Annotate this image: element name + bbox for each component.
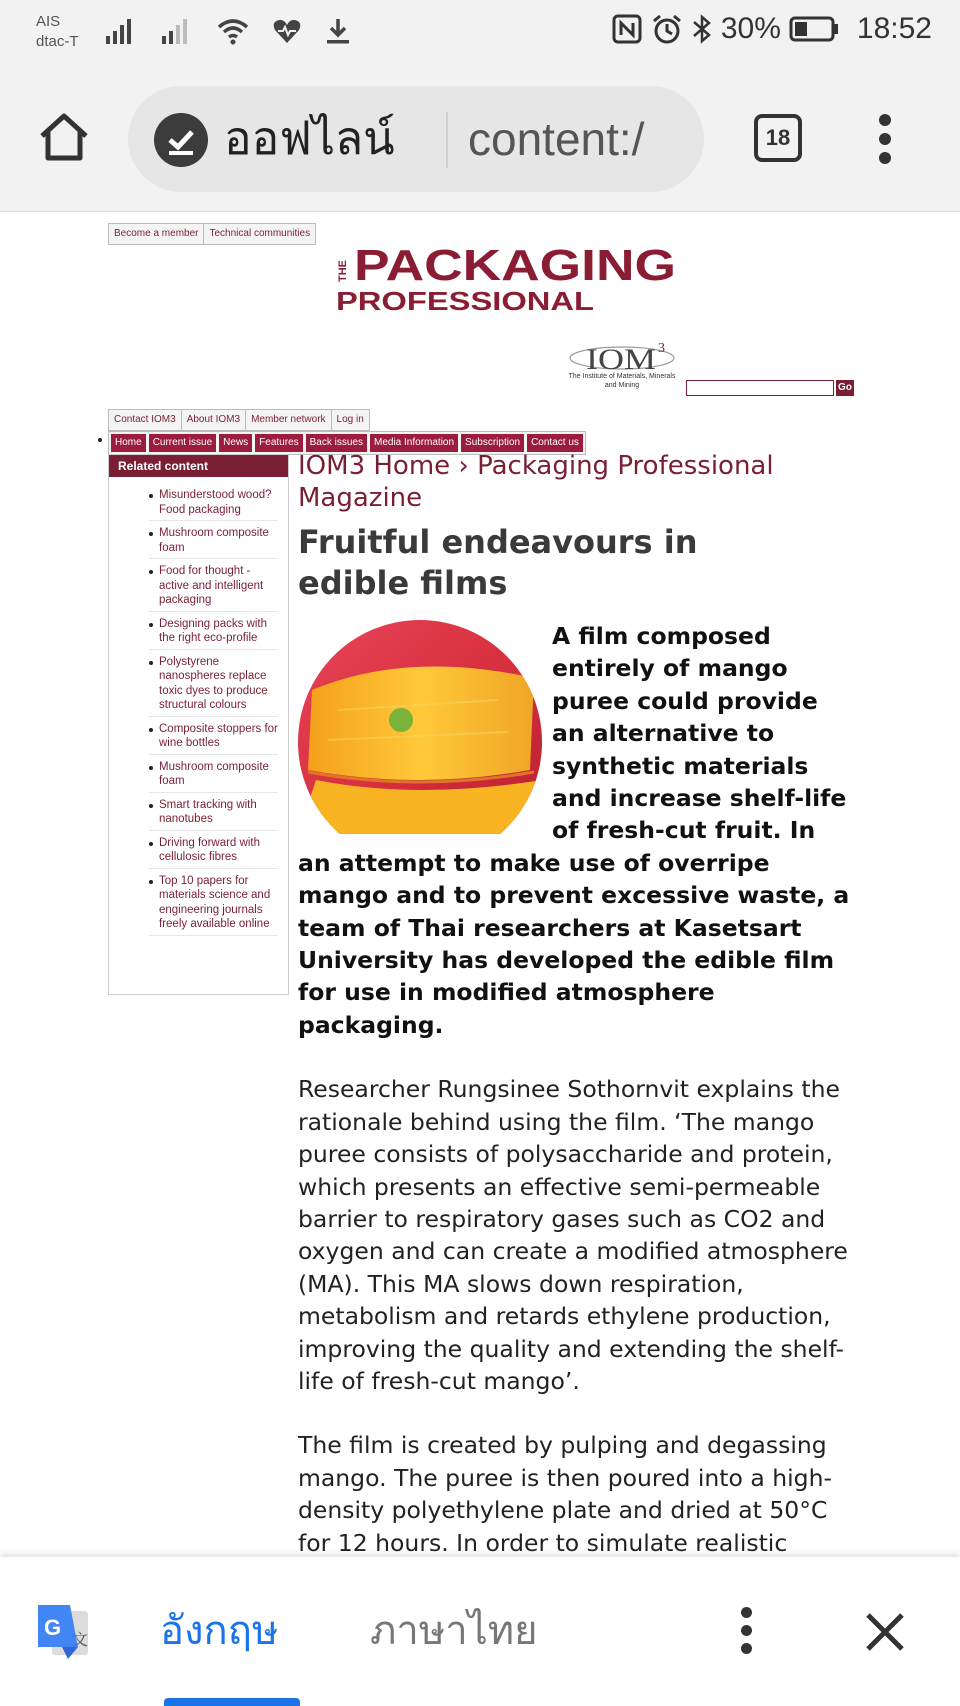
signal-2-icon bbox=[160, 16, 194, 46]
selected-tab-indicator bbox=[164, 1698, 300, 1706]
browser-toolbar bbox=[0, 66, 960, 212]
offline-check-icon bbox=[154, 113, 208, 167]
nav-contact-us[interactable]: Contact us bbox=[527, 434, 583, 452]
menu-dot-icon bbox=[741, 1607, 752, 1618]
carrier-label bbox=[36, 12, 79, 52]
article-paragraph: The film is created by pulping and degassing mango. The puree is then poured into a high-density polyethylene plate and dried at 50°C for 12 hours. In order to simulate realistic bbox=[298, 1431, 832, 1557]
related-item[interactable]: Designing packs with the right eco-profile bbox=[149, 616, 278, 650]
nav-features[interactable]: Features bbox=[255, 434, 302, 452]
site-search-input[interactable] bbox=[686, 380, 834, 396]
article-headline: Fruitful endeavours in edible films bbox=[298, 523, 698, 602]
packaging-professional-logo[interactable] bbox=[336, 236, 678, 316]
nav-bullet bbox=[98, 438, 102, 442]
related-item[interactable]: Driving forward with cellulosic fibres bbox=[149, 835, 278, 869]
wifi-icon bbox=[216, 16, 250, 46]
site-search-button[interactable]: Go bbox=[836, 380, 854, 396]
related-item[interactable]: Composite stoppers for wine bottles bbox=[149, 721, 278, 755]
heart-icon bbox=[272, 17, 302, 45]
signal-icon bbox=[104, 16, 138, 46]
tab-switcher-button[interactable]: 18 bbox=[754, 114, 802, 162]
nfc-icon bbox=[611, 13, 643, 45]
related-item[interactable]: Smart tracking with nanotubes bbox=[149, 797, 278, 831]
close-translate-button[interactable] bbox=[864, 1611, 906, 1653]
related-list bbox=[109, 477, 288, 936]
status-bar bbox=[0, 0, 960, 66]
close-icon bbox=[864, 1611, 906, 1653]
utility-links bbox=[108, 409, 370, 431]
logo-packaging: PACKAGING bbox=[354, 241, 676, 290]
member-network-link[interactable]: Member network bbox=[246, 410, 331, 430]
translate-menu-button[interactable] bbox=[738, 1607, 754, 1657]
offline-label: ออฟไลน์ bbox=[224, 111, 395, 165]
home-icon bbox=[36, 110, 92, 166]
breadcrumb[interactable]: IOM3 Home › Packaging Professional Magazine bbox=[298, 451, 774, 513]
status-icons-right bbox=[611, 12, 932, 46]
nav-media-information[interactable]: Media Information bbox=[370, 434, 458, 452]
alarm-icon bbox=[651, 13, 683, 45]
iom3-mark-icon bbox=[566, 338, 678, 372]
related-item[interactable]: Top 10 papers for materials science and engineering journals freely available online bbox=[149, 873, 278, 936]
nav-subscription[interactable]: Subscription bbox=[461, 434, 524, 452]
nav-current-issue[interactable]: Current issue bbox=[149, 434, 216, 452]
source-language-tab[interactable]: อังกฤษ bbox=[160, 1608, 279, 1654]
home-button[interactable] bbox=[36, 110, 92, 166]
target-language-tab[interactable]: ภาษาไทย bbox=[370, 1608, 538, 1654]
related-item[interactable]: Misunderstood wood? Food packaging bbox=[149, 487, 278, 521]
related-item[interactable]: Mushroom composite foam bbox=[149, 525, 278, 559]
menu-dot-icon bbox=[741, 1643, 752, 1654]
nav-home[interactable]: Home bbox=[111, 434, 146, 452]
article-lead: A film composed entirely of mango puree could provide an alternative to synthetic materials and increase shelf-life of fresh-cut fruit. In an attempt to make use of overripe mango and to prevent excessive waste, a team of Thai researchers at Kasetsart University has developed the edible film for use in modified atmosphere packaging. bbox=[298, 622, 850, 1039]
clock: 18:52 bbox=[856, 12, 932, 45]
logo-the: THE bbox=[337, 260, 349, 282]
address-divider bbox=[446, 112, 448, 168]
article-paragraph: Researcher Rungsinee Sothornvit explains the rationale behind using the film. ‘The mango puree consists of polysaccharide and protein, which presents an effective semi-permeable barrier to respiratory gases such as CO2 and oxygen and can create a modified atmosphere (MA). This MA slows down respiration, metabolism and retards ethylene production, improving the quality and extending the shelf-life of fresh-cut mango’. bbox=[298, 1075, 848, 1395]
svg-text:文: 文 bbox=[72, 1630, 89, 1649]
article-body bbox=[298, 620, 854, 1557]
iom3-subtitle: The Institute of Materials, Minerals and Mining bbox=[568, 373, 676, 389]
svg-text:G: G bbox=[44, 1615, 62, 1640]
nav-news[interactable]: News bbox=[219, 434, 252, 452]
technical-communities-link[interactable]: Technical communities bbox=[209, 228, 311, 239]
top-links bbox=[108, 223, 316, 245]
nav-back-issues[interactable]: Back issues bbox=[306, 434, 367, 452]
translate-bar bbox=[0, 1557, 960, 1706]
menu-dot-icon bbox=[879, 133, 891, 145]
battery-icon bbox=[789, 16, 839, 42]
menu-dot-icon bbox=[741, 1625, 752, 1636]
download-icon bbox=[324, 16, 352, 46]
iom3-logo[interactable] bbox=[566, 338, 678, 410]
battery-percent: 30% bbox=[720, 12, 781, 45]
url-text[interactable]: content:/ bbox=[468, 113, 645, 165]
iom3-text: IOM bbox=[586, 343, 656, 372]
iom3-sup: 3 bbox=[658, 341, 665, 356]
google-translate-icon[interactable] bbox=[34, 1601, 94, 1661]
browser-menu-button[interactable] bbox=[870, 114, 900, 166]
about-iom3-link[interactable]: About IOM3 bbox=[182, 410, 246, 430]
sidebar-heading: Related content bbox=[109, 455, 288, 477]
bluetooth-icon bbox=[691, 13, 713, 45]
menu-dot-icon bbox=[879, 114, 891, 126]
status-icons-left bbox=[104, 16, 352, 46]
related-item[interactable]: Polystyrene nanospheres replace toxic dyes to produce structural colours bbox=[149, 654, 278, 717]
web-page bbox=[0, 212, 960, 1557]
carrier-primary: AIS bbox=[36, 13, 61, 30]
address-bar[interactable] bbox=[128, 86, 704, 192]
logo-professional: PROFESSIONAL bbox=[336, 286, 595, 316]
become-member-link[interactable]: Become a member bbox=[109, 224, 204, 244]
contact-iom3-link[interactable]: Contact IOM3 bbox=[109, 410, 182, 430]
carrier-secondary: dtac-T bbox=[36, 33, 79, 50]
mango-photo bbox=[298, 620, 542, 834]
menu-dot-icon bbox=[879, 152, 891, 164]
related-content-sidebar bbox=[108, 454, 289, 995]
related-item[interactable]: Food for thought - active and intelligent packaging bbox=[149, 563, 278, 612]
log-in-link[interactable]: Log in bbox=[336, 414, 364, 425]
related-item[interactable]: Mushroom composite foam bbox=[149, 759, 278, 793]
